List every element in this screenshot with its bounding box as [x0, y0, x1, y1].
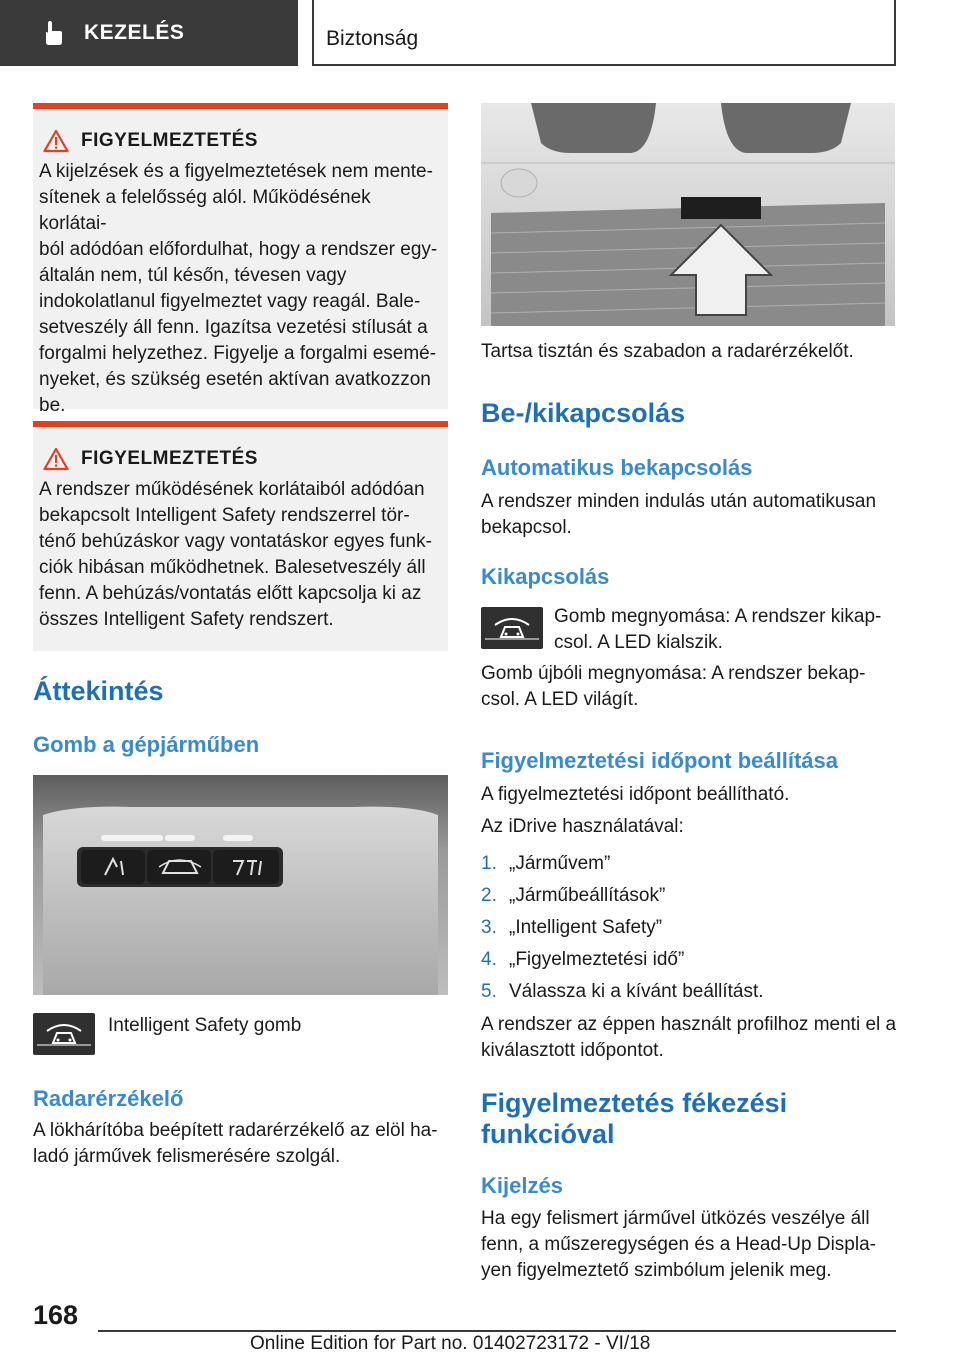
page-number: 168 — [33, 1300, 79, 1330]
list-item: 2. „Járműbeállítások” — [481, 885, 666, 906]
section-label: KEZELÉS — [84, 21, 185, 44]
footer-divider — [98, 1330, 896, 1332]
radar-photo-caption: Tartsa tisztán és szabadon a radarérzékelőt. — [481, 341, 854, 362]
section-tab[interactable] — [0, 0, 298, 66]
off-icon-text: Gomb megnyomása: A rendszer kikap- csol. A LED kialszik. — [554, 606, 882, 653]
heading-brake-warning: Figyelmeztetés fékezési funkcióval — [481, 1088, 788, 1149]
chapter-header — [312, 0, 896, 66]
heading-radar: Radarérzékelő — [33, 1086, 184, 1111]
icon-caption: Intelligent Safety gomb — [108, 1015, 302, 1036]
warning-box-1 — [33, 103, 448, 416]
intelligent-safety-button-icon — [481, 607, 543, 649]
warning-text: A kijelzések és a figyelmeztetések nem mente- sítenek a felelősség alól. Működésének korlátai- ból adódóan előfordulhat, hogy a rendszer egy- általán nem, túl későn, tévesen vagy indokolatlanul figyelmeztet vagy reagál. Bale- setveszély áll fenn. Igazítsa vezetési stílusát a forgalmi helyzethez. Figyelje a forgalmi esemé- nyeket, és szükség esetén aktívan avatkozzon be. — [39, 161, 438, 416]
warning-time-text: A figyelmeztetési időpont beállítható. — [481, 784, 790, 805]
idrive-text: Az iDrive használatával: — [481, 816, 684, 837]
hand-icon — [40, 20, 66, 46]
steps-list — [481, 848, 764, 1008]
warning-title: FIGYELMEZTETÉS — [81, 448, 258, 469]
radar-text: A lökhárítóba beépített radarérzékelő az elöl ha- ladó járművek felismerésére szolgál. — [33, 1120, 438, 1167]
list-item: 3. „Intelligent Safety” — [481, 917, 663, 938]
radar-sensor-photo — [481, 103, 895, 326]
warning-box-2 — [33, 421, 448, 651]
button-panel-photo — [33, 775, 448, 995]
footer-edition: Online Edition for Part no. 01402723172 - VI/18 — [250, 1333, 651, 1354]
heading-auto-on: Automatikus bekapcsolás — [481, 455, 753, 480]
off-text: Gomb újbóli megnyomása: A rendszer bekap- csol. A LED világít. — [481, 663, 866, 710]
warning-triangle-icon — [43, 129, 69, 153]
profile-text: A rendszer az éppen használt profilhoz menti el a kiválasztott időpontot. — [481, 1014, 897, 1061]
heading-off: Kikapcsolás — [481, 564, 610, 589]
heading-button: Gomb a gépjárműben — [33, 732, 260, 757]
warning-triangle-icon — [43, 447, 69, 471]
list-item: 4. „Figyelmeztetési idő” — [481, 949, 685, 970]
warning-text: A rendszer működésének korlátaiból adódóan bekapcsolt Intelligent Safety rendszerrel tör- ténő behúzáskor vagy vontatáskor egyes funk- ciók hibásan működhetnek. Balesetveszély áll fenn. A behúzás/vontatás előtt kapcsolja ki az összes Intelligent Safety rendszert. — [39, 479, 432, 630]
heading-overview: Áttekintés — [33, 676, 164, 706]
warning-title-row — [41, 447, 438, 471]
heading-display: Kijelzés — [481, 1173, 563, 1198]
list-item: 5. Válassza ki a kívánt beállítást. — [481, 981, 764, 1002]
heading-warning-time: Figyelmeztetési időpont beállítása — [481, 748, 838, 773]
display-text: Ha egy felismert járművel ütközés veszélye áll fenn, a műszeregységen és a Head-Up Displa- yen figyelmeztető szimbólum jelenik meg. — [481, 1208, 876, 1281]
chapter-label: Biztonság — [326, 27, 419, 50]
intelligent-safety-button-icon — [33, 1013, 95, 1055]
list-item: 1. „Járművem” — [481, 853, 611, 874]
warning-title: FIGYELMEZTETÉS — [81, 130, 258, 151]
heading-on-off: Be-/kikapcsolás — [481, 398, 686, 428]
auto-on-text: A rendszer minden indulás után automatikusan bekapcsol. — [481, 491, 877, 538]
warning-title-row — [41, 129, 438, 153]
